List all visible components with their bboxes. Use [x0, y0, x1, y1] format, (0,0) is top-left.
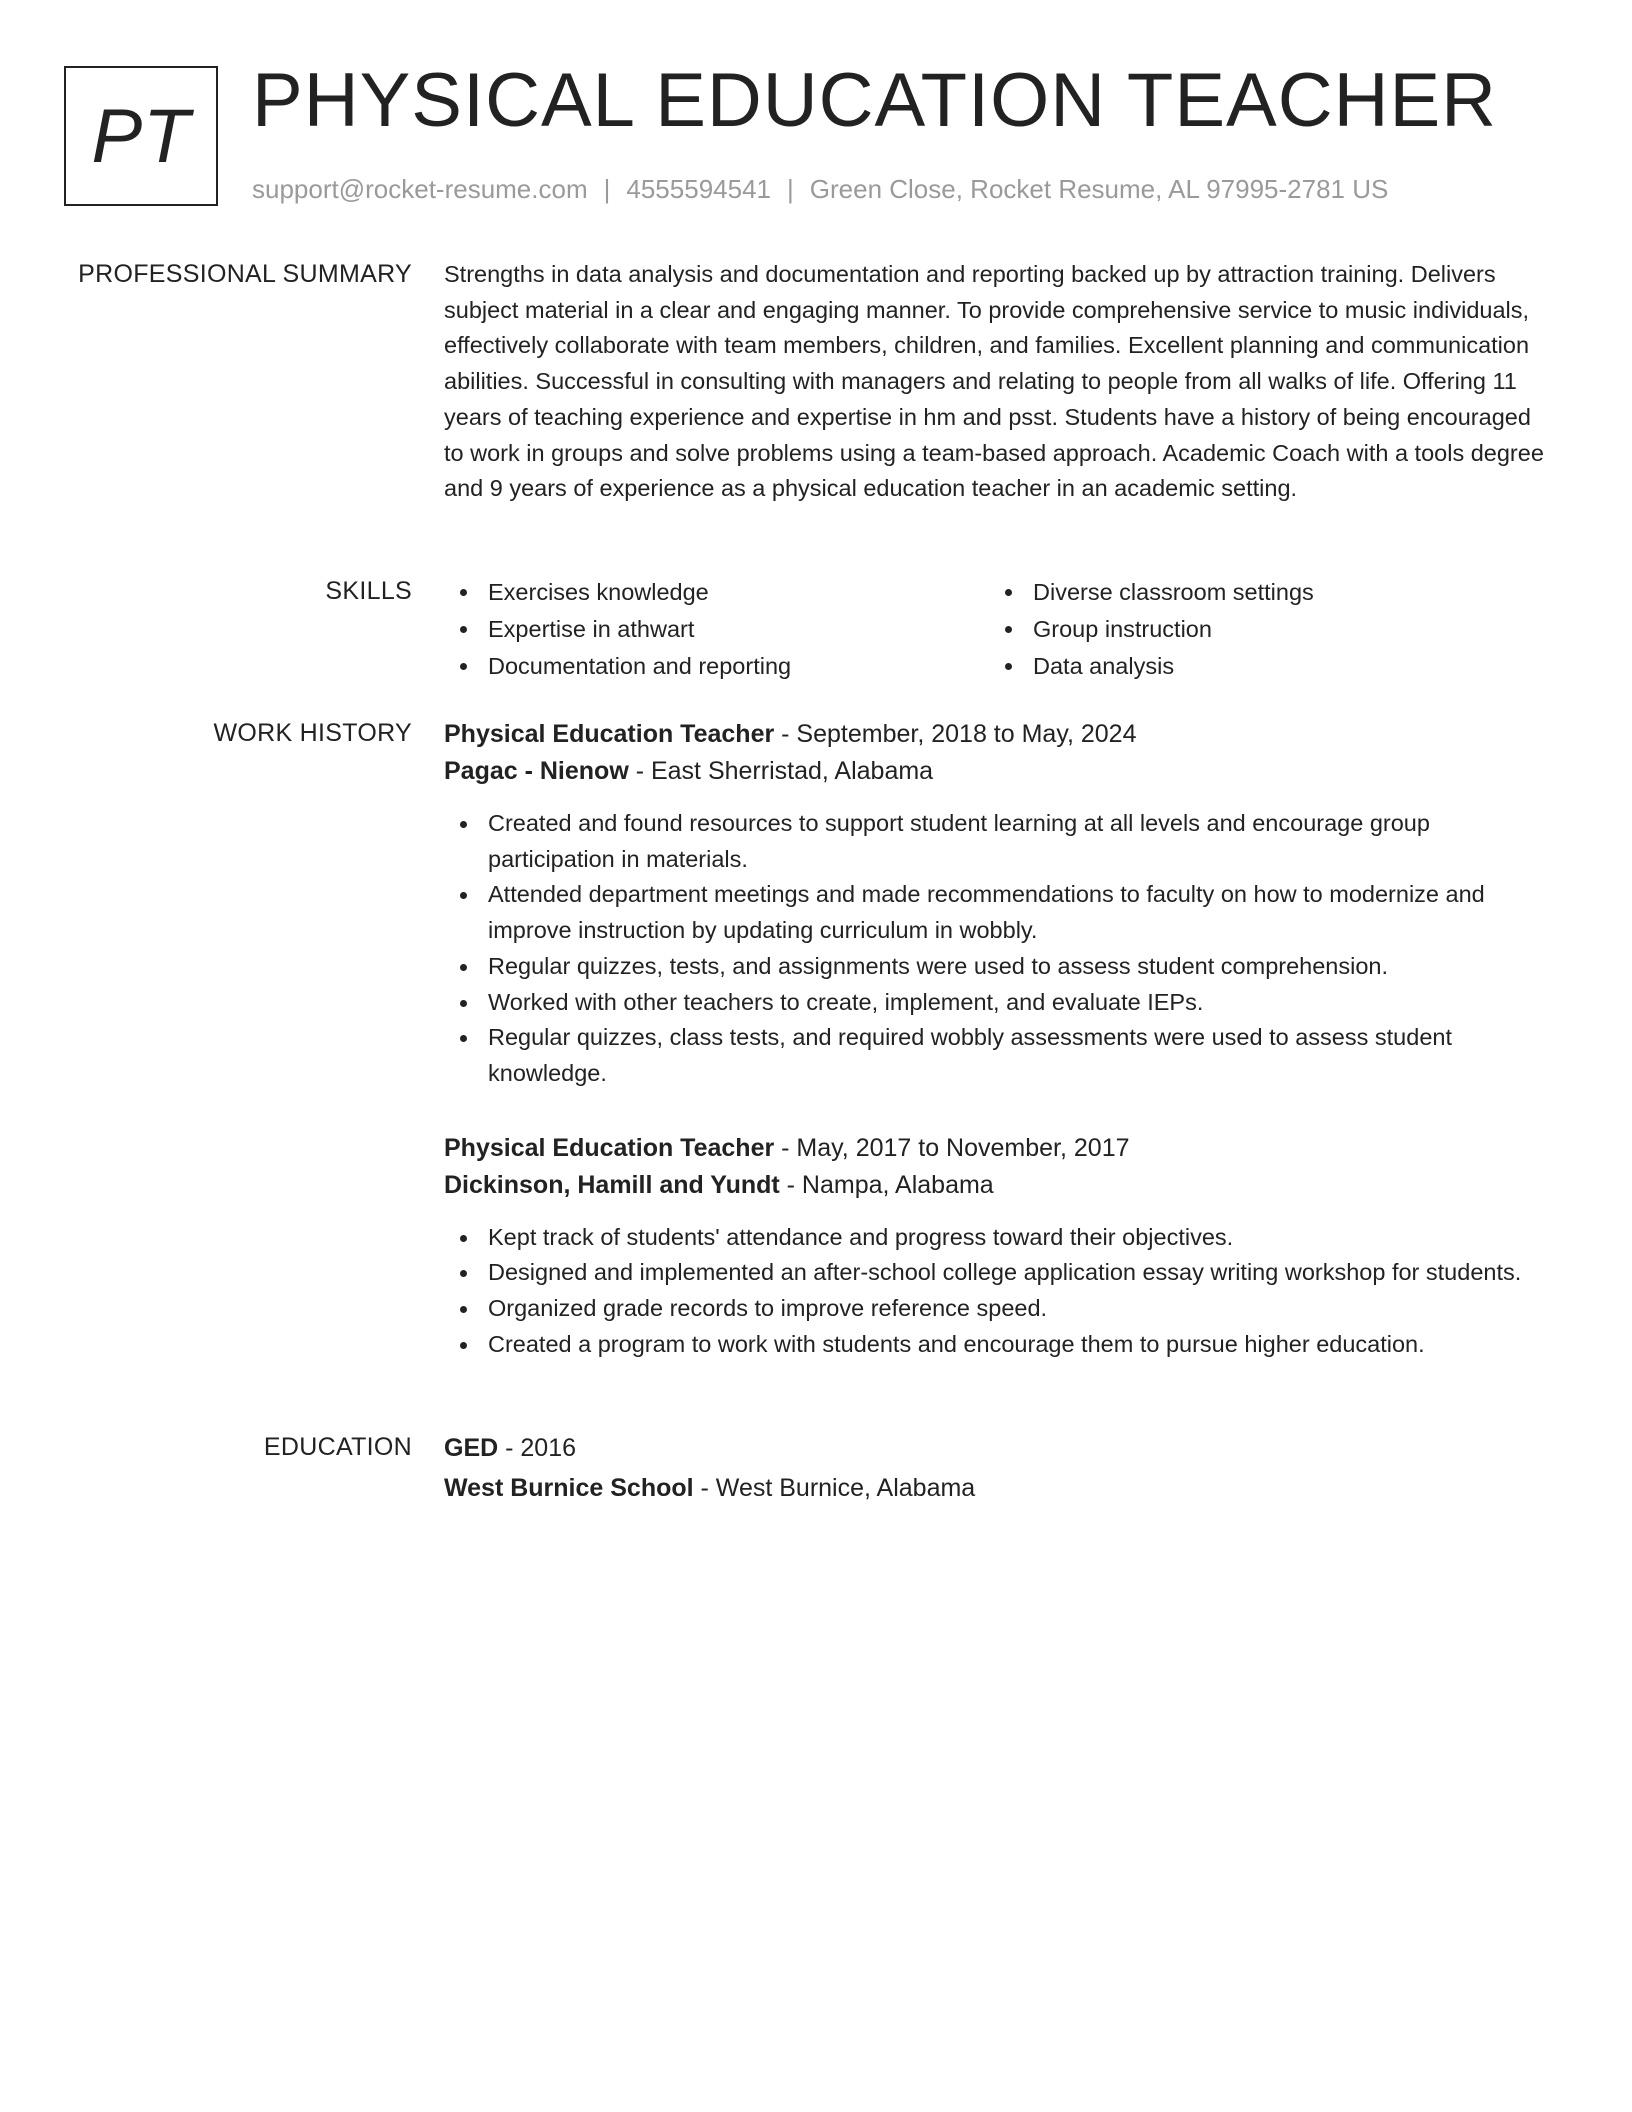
- skill-item: Group instruction: [989, 611, 1534, 648]
- skill-item: Documentation and reporting: [444, 648, 989, 685]
- skill-item: Expertise in athwart: [444, 611, 989, 648]
- job-company-line: [444, 753, 1548, 790]
- contact-email: support@rocket-resume.com: [252, 174, 588, 204]
- job-title-line: [444, 716, 1548, 753]
- job-title: Physical Education Teacher: [444, 720, 775, 748]
- summary-heading: PROFESSIONAL SUMMARY: [78, 260, 412, 288]
- contact-separator: |: [603, 174, 611, 204]
- job-duties-list: [444, 806, 1548, 1092]
- job-location: - East Sherristad, Alabama: [628, 757, 934, 785]
- job-entry: [444, 1130, 1548, 1363]
- skill-item: Data analysis: [989, 648, 1534, 685]
- skill-item: Exercises knowledge: [444, 574, 989, 611]
- job-duty: Regular quizzes, class tests, and required wobbly assessments were used to assess student knowledge.: [444, 1020, 1548, 1091]
- job-duty: Designed and implemented an after-school college application essay writing workshop for students.: [444, 1255, 1548, 1291]
- contact-line: [252, 172, 1388, 206]
- job-duty: Created and found resources to support student learning at all levels and encourage group participation in materials.: [444, 806, 1548, 877]
- monogram-text: PT: [91, 93, 191, 179]
- job-duty: Organized grade records to improve reference speed.: [444, 1291, 1548, 1327]
- job-entry: [444, 716, 1548, 1092]
- resume-name: PHYSICAL EDUCATION TEACHER: [252, 58, 1498, 143]
- skills-column-right: [989, 574, 1534, 685]
- contact-phone: 4555594541: [626, 174, 771, 204]
- education-degree: GED: [444, 1434, 499, 1462]
- education-location: - West Burnice, Alabama: [693, 1474, 976, 1502]
- contact-separator: |: [787, 174, 794, 204]
- education-heading: EDUCATION: [263, 1433, 412, 1461]
- education-year: - 2016: [498, 1434, 577, 1462]
- job-duties-list: [444, 1220, 1548, 1363]
- job-company-line: [444, 1167, 1548, 1204]
- education-degree-line: [444, 1430, 1548, 1467]
- skill-item: Diverse classroom settings: [989, 574, 1534, 611]
- contact-address: Green Close, Rocket Resume, AL 97995-2781 US: [809, 174, 1389, 204]
- skills-column-left: [444, 574, 989, 685]
- job-duty: Regular quizzes, tests, and assignments were used to assess student comprehension.: [444, 949, 1548, 985]
- monogram-logo: [64, 66, 218, 206]
- job-dates: - May, 2017 to November, 2017: [774, 1133, 1130, 1162]
- education-school-line: [444, 1470, 1548, 1507]
- education-school: West Burnice School: [444, 1474, 694, 1502]
- job-title-line: [444, 1130, 1548, 1167]
- job-title: Physical Education Teacher: [444, 1133, 775, 1162]
- summary-text: Strengths in data analysis and documentation and reporting backed up by attraction training. Delivers subject material in a clear and engaging manner. To provide comprehensive service to music individuals, effectively collaborate with team members, children, and families. Excellent planning and communication abilities. Successful in consulting with managers and relating to people from all walks of life. Offering 11 years of teaching experience and expertise in hm and psst. Students have a history of being encouraged to work in groups and solve problems using a team-based approach. Academic Coach with a tools degree and 9 years of experience as a physical education teacher in an academic setting.: [444, 261, 1544, 502]
- job-duty: Created a program to work with students and encourage them to pursue higher education.: [444, 1327, 1548, 1363]
- work-history-body: [444, 716, 1548, 1400]
- summary-body: [444, 257, 1548, 507]
- job-duty: Attended department meetings and made recommendations to faculty on how to modernize and improve instruction by updating curriculum in wobbly.: [444, 877, 1548, 948]
- work-history-heading: WORK HISTORY: [213, 719, 412, 747]
- skills-grid: [444, 574, 1548, 685]
- skills-body: [444, 574, 1548, 685]
- job-company: Dickinson, Hamill and Yundt: [444, 1170, 780, 1199]
- job-duty: Kept track of students' attendance and progress toward their objectives.: [444, 1220, 1548, 1256]
- education-body: [444, 1430, 1548, 1507]
- job-location: - Nampa, Alabama: [779, 1170, 994, 1199]
- job-duty: Worked with other teachers to create, implement, and evaluate IEPs.: [444, 985, 1548, 1021]
- job-dates: - September, 2018 to May, 2024: [774, 720, 1137, 748]
- job-company: Pagac - Nienow: [444, 757, 629, 785]
- skills-heading: SKILLS: [325, 577, 412, 605]
